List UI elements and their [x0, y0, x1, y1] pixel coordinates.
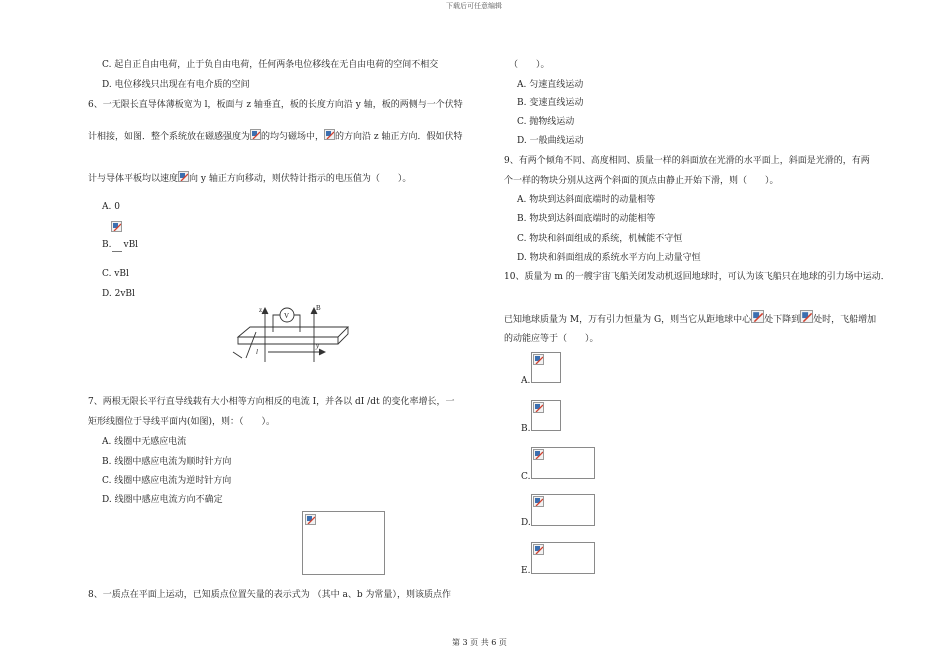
q7-text-line2: 矩形线圈位于导线平面内(如图)，则：（ ）。 — [88, 417, 276, 427]
q9-option-a: A. 物块到达斜面底端时的动量相等 — [517, 195, 656, 205]
y-axis-label: y — [316, 342, 320, 350]
r2-image-icon — [800, 310, 813, 323]
q6-option-b-value: vBl — [123, 240, 139, 250]
velocity-image-icon — [178, 171, 189, 182]
q10-option-e-image — [531, 542, 595, 574]
q7-option-c: C. 线圈中感应电流为逆时针方向 — [102, 476, 232, 486]
q6-option-d: D. 2vBl — [102, 289, 135, 299]
q9-text-line2: 个一样的物块分别从这两个斜面的顶点由静止开始下滑，则（ ）。 — [504, 176, 779, 186]
broken-image-icon — [305, 514, 316, 525]
q5-option-d: D. 电位移线只出现在有电介质的空间 — [102, 80, 250, 90]
broken-image-icon — [533, 544, 544, 555]
q10-option-e-label: E. — [521, 566, 531, 576]
page-header: 下载后可任意编辑 — [446, 2, 502, 10]
q6-option-a: A. 0 — [102, 202, 120, 212]
magnetic-field-image-icon — [250, 129, 261, 140]
q6-line2-part-a: 计相接，如图．整个系统放在磁感强度为 — [88, 132, 251, 142]
q5-option-c: C. 起自正自由电荷，止于负自由电荷，任何两条电位移线在无自由电荷的空间不相交 — [102, 60, 439, 70]
q10-line2-part-c: 处时，飞船增加 — [813, 315, 877, 325]
q6-option-b — [102, 240, 138, 252]
q10-line2-part-a: 已知地球质量为 M，万有引力恒量为 G，则当它从距地球中心 — [504, 315, 752, 325]
q8-option-c: C. 抛物线运动 — [517, 117, 575, 127]
q10-line2-part-b: 处下降到 — [764, 315, 801, 325]
q6-line3-part-b: 向 y 轴正方向移动，则伏特计指示的电压值为（ ）。 — [189, 174, 412, 184]
q10-option-d-label: D. — [521, 518, 531, 528]
q6-option-c: C. vBl — [102, 269, 129, 279]
broken-image-icon — [533, 402, 544, 413]
q10-option-b-label: B. — [521, 424, 531, 434]
q7-option-b: B. 线圈中感应电流为顺时针方向 — [102, 457, 232, 467]
q7-option-d: D. 线圈中感应电流方向不确定 — [102, 495, 223, 505]
voltmeter-label: V — [284, 312, 290, 320]
q10-text-line2 — [504, 310, 876, 326]
broken-image-icon — [533, 449, 544, 460]
fraction-image-icon — [111, 221, 122, 232]
magnetic-field-vector-image-icon — [324, 129, 335, 140]
q10-text-line3: 的动能应等于（ ）。 — [504, 334, 599, 344]
q6-text-line1: 6、一无限长直导体薄板宽为 l，板面与 z 轴垂直，板的长度方向沿 y 轴，板的两侧与一个伏特 — [88, 100, 463, 110]
q10-option-c-label: C. — [521, 472, 531, 482]
q9-option-c: C. 物块和斜面组成的系统，机械能不守恒 — [517, 234, 683, 244]
z-axis-label: z — [259, 306, 263, 314]
hall-plate-figure — [228, 302, 360, 372]
width-label: l — [256, 348, 258, 356]
q9-option-b: B. 物块到达斜面底端时的动能相等 — [517, 214, 656, 224]
q8-option-a: A. 匀速直线运动 — [517, 80, 584, 90]
q8-text-line1: 8、一质点在平面上运动，已知质点位置矢量的表示式为 （其中 a、b 为常量），则该质点作 — [88, 590, 451, 600]
q10-option-b-image — [531, 400, 561, 431]
q6-line2-part-c: 的方向沿 z 轴正方向．假如伏特 — [335, 132, 463, 142]
q6-text-line3 — [88, 171, 411, 185]
q10-option-d-image — [531, 494, 595, 526]
page-footer: 第 3 页 共 6 页 — [452, 638, 507, 647]
fraction-bar — [112, 240, 122, 252]
q7-figure-placeholder — [302, 511, 385, 575]
q6-text-line2 — [88, 129, 463, 143]
q8-option-b: B. 变速直线运动 — [517, 98, 584, 108]
q10-option-a-image — [531, 352, 561, 383]
q7-option-a: A. 线圈中无感应电流 — [102, 437, 187, 447]
q10-option-a-label: A. — [521, 376, 531, 386]
q8-option-d: D. 一般曲线运动 — [517, 136, 584, 146]
broken-image-icon — [533, 354, 544, 365]
q6-line2-part-b: 的均匀磁场中， — [261, 132, 325, 142]
r1-image-icon — [751, 310, 764, 323]
q10-option-c-image — [531, 447, 595, 479]
q9-option-d: D. 物块和斜面组成的系统水平方向上动量守恒 — [517, 253, 701, 263]
q6-line3-part-a: 计与导体平板均以速度 — [88, 174, 179, 184]
q9-text-line1: 9、有两个倾角不同、高度相同、质量一样的斜面放在光滑的水平面上，斜面是光滑的，有两 — [504, 156, 870, 166]
b-field-label: B — [316, 304, 321, 312]
q7-text-line1: 7、两根无限长平行直导线载有大小相等方向相反的电流 I，并各以 dI /dt 的变化率增长，一 — [88, 397, 455, 407]
q6-option-b-label: B. — [102, 240, 112, 250]
q8-continuation: （ ）。 — [509, 60, 550, 70]
broken-image-icon — [533, 496, 544, 507]
q10-text-line1: 10、质量为 m 的一艘宇宙飞船关闭发动机返回地球时，可认为该飞船只在地球的引力场中运动． — [504, 272, 890, 282]
